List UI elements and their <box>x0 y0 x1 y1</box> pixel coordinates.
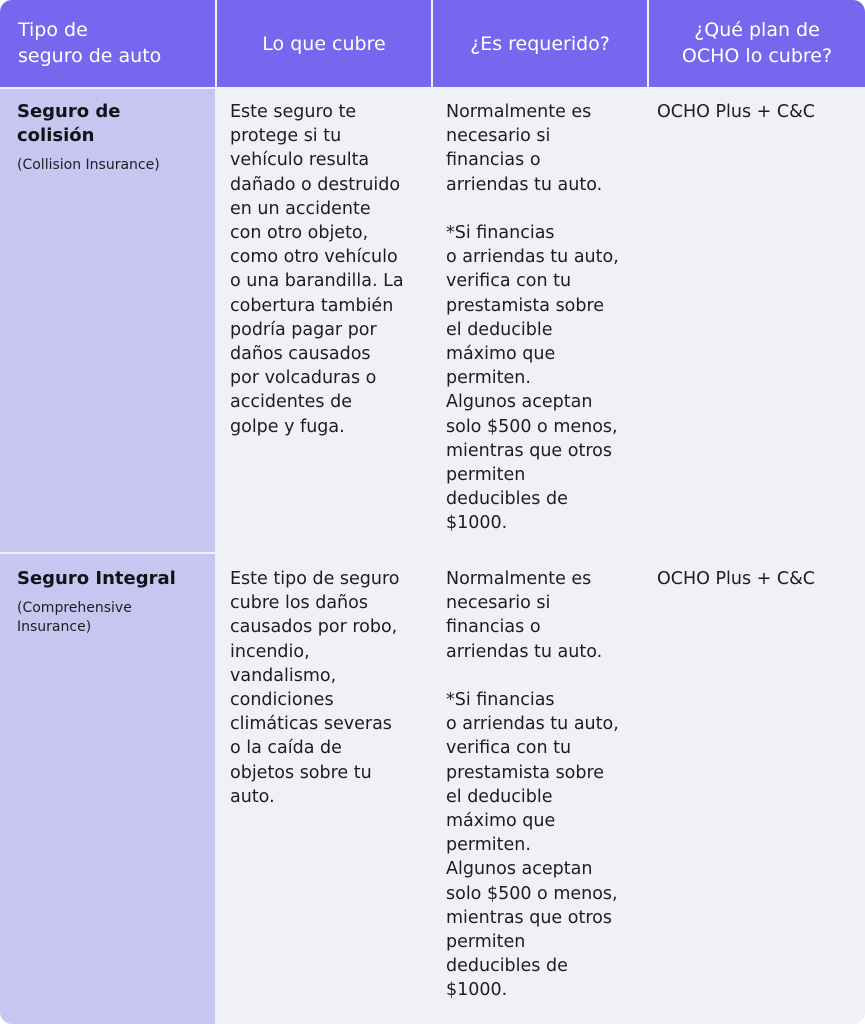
row-collision-covers: Este seguro te protege si tu vehículo resulta dañado o destruido en un accidente con otro objeto, como otro vehículo o una barandilla. La cobertura también podría pagar por daños causados por volcaduras o accidentes de golpe y fuga. <box>217 89 431 552</box>
row-collision-type <box>0 89 215 552</box>
row-comprehensive-covers: Este tipo de seguro cubre los daños causados por robo, incendio, vandalismo, condiciones climáticas severas o la caída de objetos sobre tu auto. <box>217 554 431 1024</box>
row-title: Seguro Integral <box>17 568 176 589</box>
row-collision-required: Normalmente es necesario si financias o arriendas tu auto. *Si financias o arriendas tu auto, verifica con tu prestamista sobre el deducible máximo que permiten. Algunos aceptan solo $500 o menos, mientras que otros permiten deducibles de $1000. <box>433 89 647 552</box>
row-subtitle: (Collision Insurance) <box>17 157 160 174</box>
row-comprehensive-plan: OCHO Plus + C&C <box>649 554 865 1024</box>
row-subtitle: (Comprehensive Insurance) <box>17 600 132 636</box>
header-type: Tipo de seguro de auto <box>0 0 215 87</box>
header-required: ¿Es requerido? <box>433 0 647 87</box>
header-plan: ¿Qué plan de OCHO lo cubre? <box>649 0 865 87</box>
row-comprehensive-type <box>0 554 215 1024</box>
row-comprehensive-required: Normalmente es necesario si financias o arriendas tu auto. *Si financias o arriendas tu auto, verifica con tu prestamista sobre el deducible máximo que permiten. Algunos aceptan solo $500 o menos, mientras que otros permiten deducibles de $1000. <box>433 554 647 1024</box>
row-collision-plan: OCHO Plus + C&C <box>649 89 865 552</box>
row-title: Seguro de colisión <box>17 101 121 147</box>
header-covers: Lo que cubre <box>217 0 431 87</box>
